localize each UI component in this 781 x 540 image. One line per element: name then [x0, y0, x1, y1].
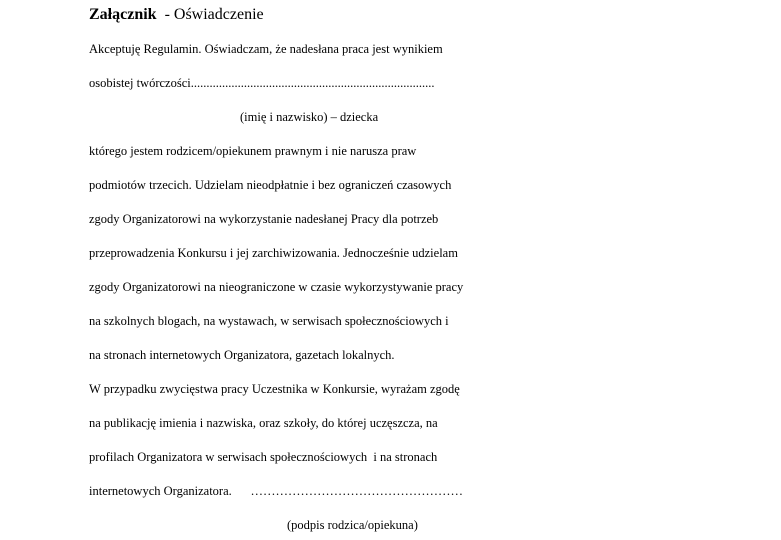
text-line-6: zgody Organizatorowi na wykorzystanie nadesłanej Pracy dla potrzeb [89, 212, 439, 226]
text-line-4: którego jestem rodzicem/opiekunem prawnym i nie narusza praw [89, 144, 417, 158]
text-line-8: zgody Organizatorowi na nieograniczone w czasie wykorzystywanie pracy [89, 280, 464, 294]
heading-title: Załącznik [89, 6, 157, 23]
heading-subtitle: - Oświadczenie [156, 6, 264, 23]
text-line-12: na publikację imienia i nazwiska, oraz szkoły, do której uczęszcza, na [89, 416, 438, 430]
text-line-9: na szkolnych blogach, na wystawach, w serwisach społecznościowych i [89, 314, 449, 328]
text-line-2: osobistej twórczości.............................................................................. [89, 76, 435, 90]
text-line-1: Akceptuję Regulamin. Oświadczam, że nadesłana praca jest wynikiem [89, 42, 443, 56]
text-line-10: na stronach internetowych Organizatora, gazetach lokalnych. [89, 348, 395, 362]
text-line-13: profilach Organizatora w serwisach społecznościowych i na stronach [89, 450, 438, 464]
text-line-11: W przypadku zwycięstwa pracy Uczestnika w Konkursie, wyrażam zgodę [89, 382, 460, 396]
text-line-5: podmiotów trzecich. Udzielam nieodpłatnie i bez ograniczeń czasowych [89, 178, 452, 192]
signature-caption: (podpis rodzica/opiekuna) [287, 518, 418, 532]
text-line-7: przeprowadzenia Konkursu i jej zarchiwizowania. Jednocześnie udzielam [89, 246, 458, 260]
text-line-14: internetowych Organizatora. …………………………………………… [89, 484, 464, 498]
document-heading [89, 5, 264, 25]
name-caption: (imię i nazwisko) – dziecka [240, 110, 379, 124]
